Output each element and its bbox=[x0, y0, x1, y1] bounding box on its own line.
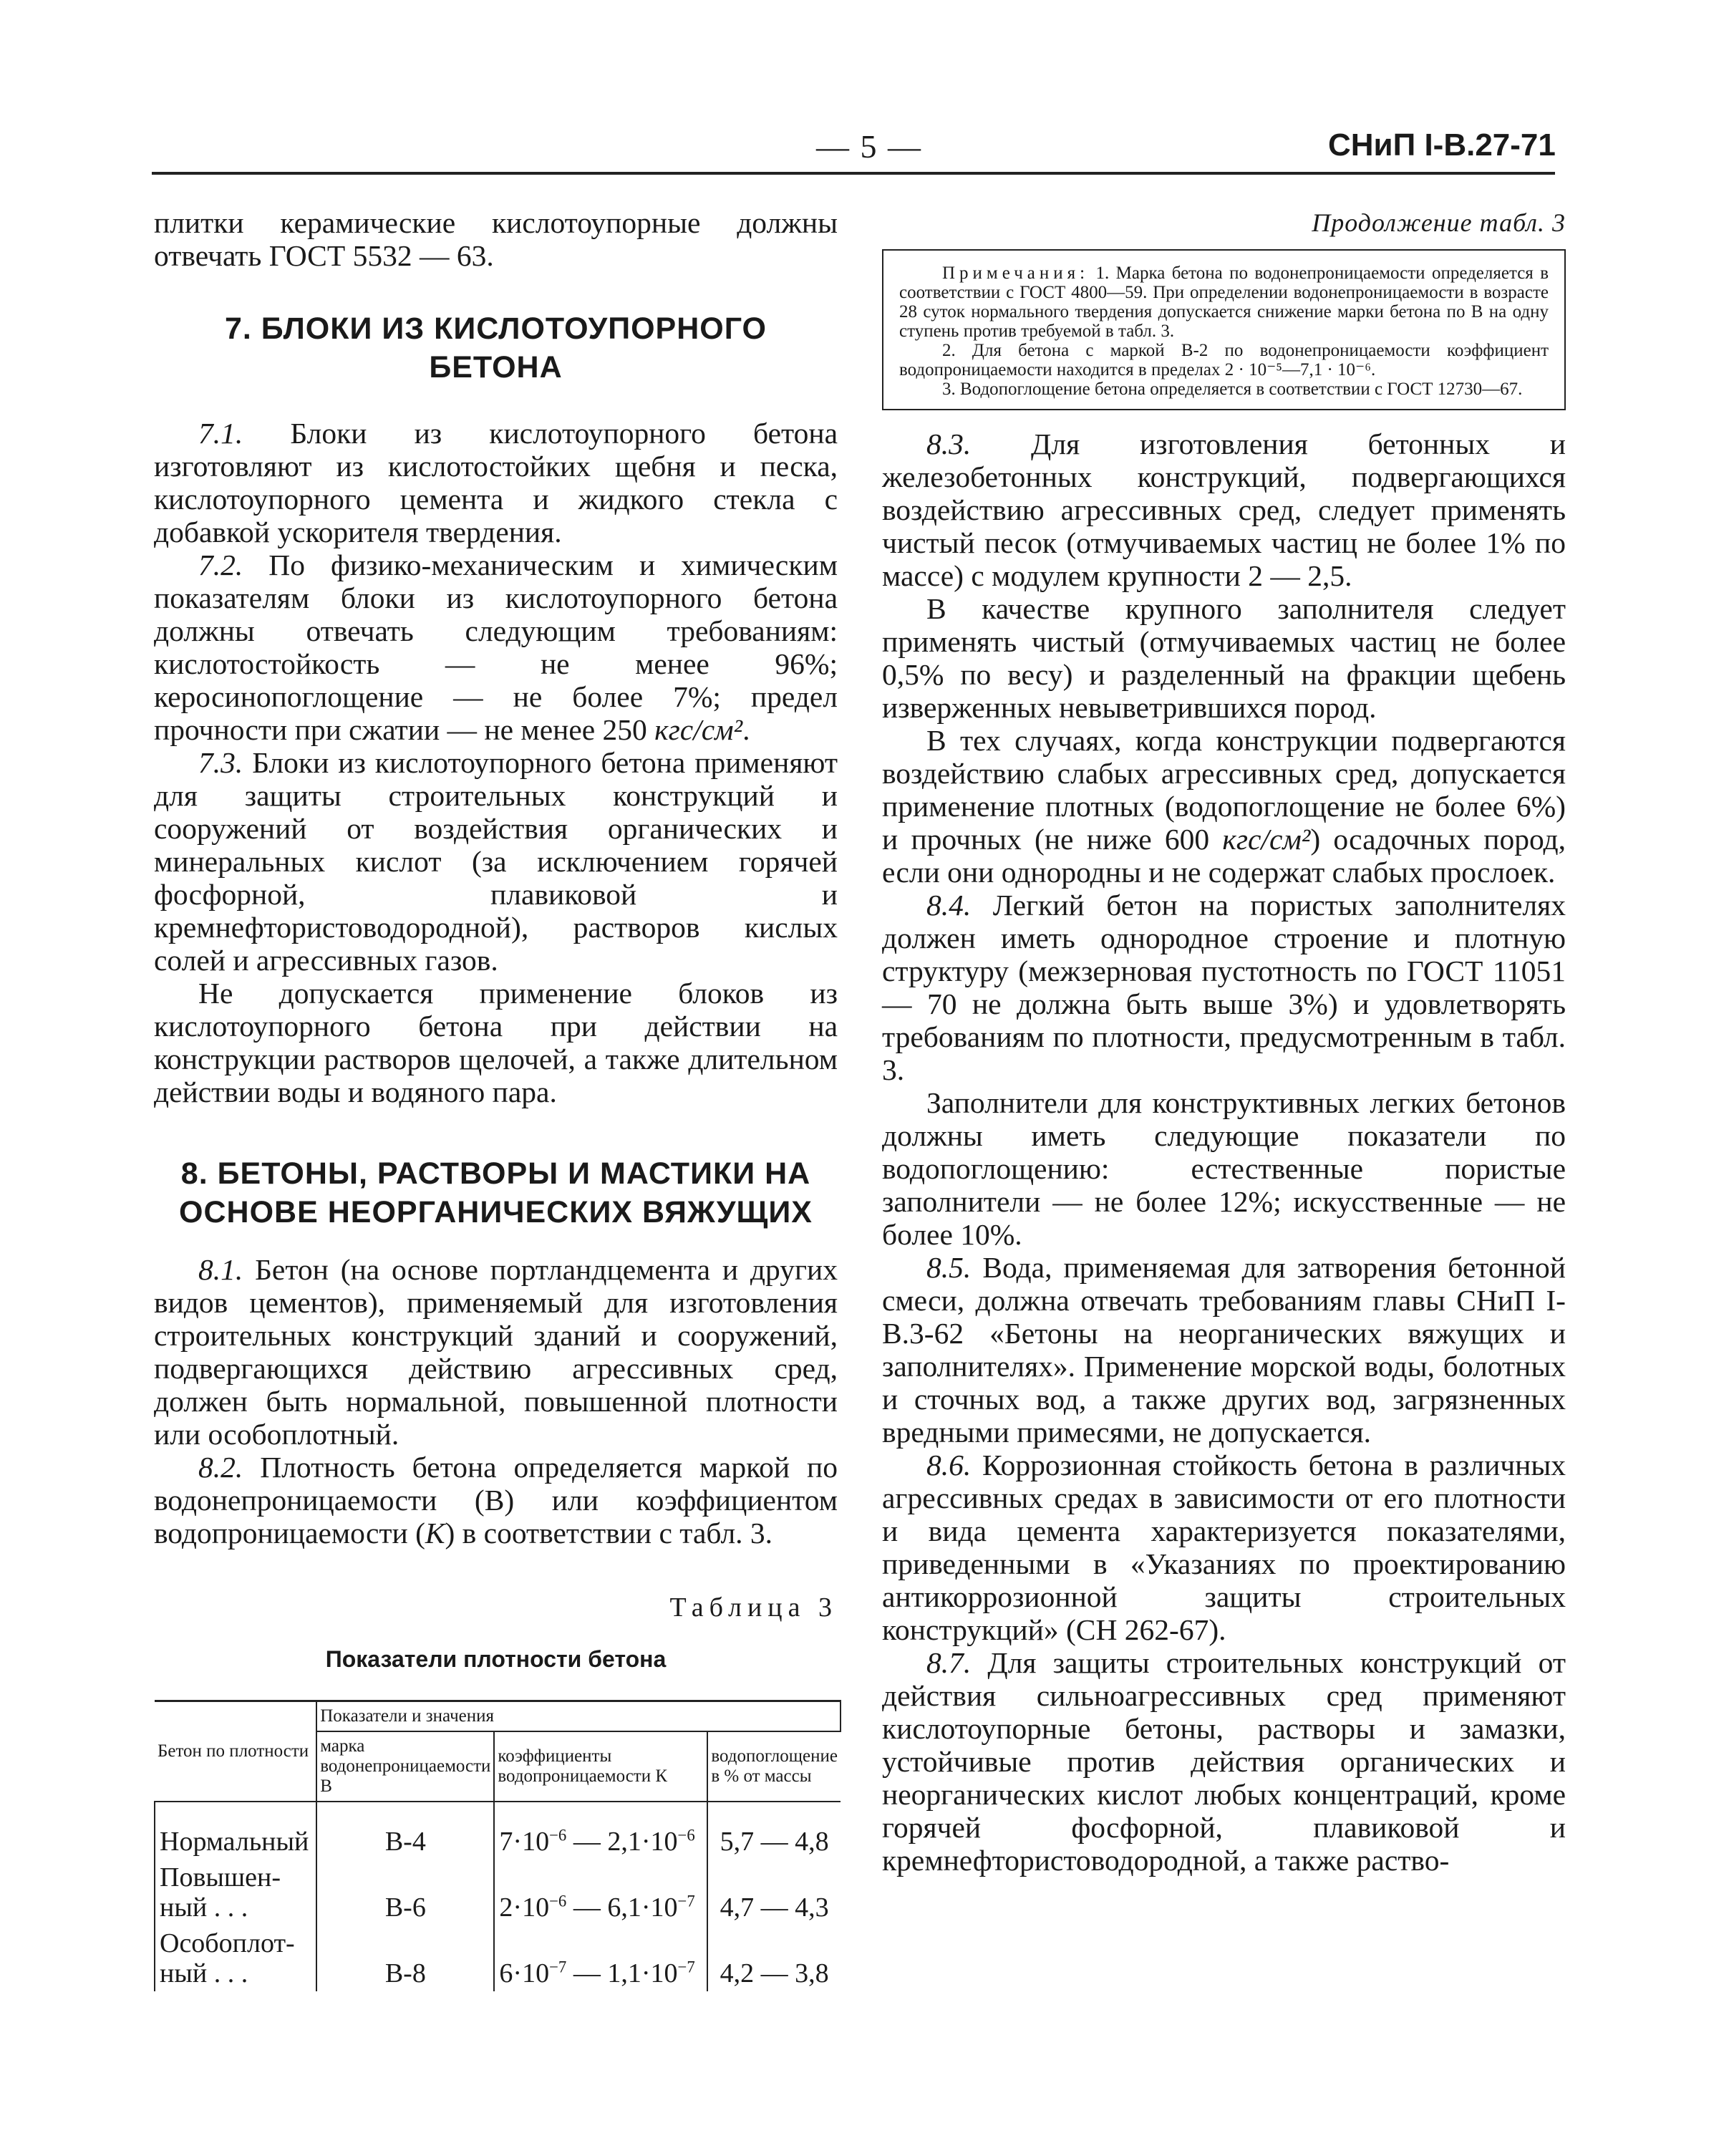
coef-b: — 2,1·10 bbox=[566, 1827, 678, 1857]
table-number: Таблица 3 bbox=[669, 1592, 838, 1623]
exp-b: −7 bbox=[677, 1892, 695, 1910]
page-number: — 5 — bbox=[816, 128, 922, 165]
paragraph-7-1 bbox=[154, 417, 838, 548]
density-name: Повышен- bbox=[160, 1862, 281, 1892]
col-coef: коэффициенты водопроницаемости К bbox=[494, 1731, 707, 1802]
cell-absorb: 4,7 — 4,3 bbox=[707, 1860, 841, 1925]
col-mark: марка водонепроницаемости В bbox=[316, 1731, 494, 1802]
right-column bbox=[882, 206, 1566, 1877]
density-name: Особоплот- bbox=[160, 1928, 295, 1958]
clause-end: ) осадочных пород, если они однородны и не содержат слабых прослоек. bbox=[882, 823, 1566, 889]
notes-label: Примечания: bbox=[942, 264, 1090, 283]
unit: кгс/см² bbox=[1222, 823, 1311, 856]
paragraph-8-3-b: В качестве крупного заполнителя следует применять чистый (отмучиваемых частиц не более 0,5% по весу) и разделенный на фракции щебень изверженных невыветрившихся пород. bbox=[882, 592, 1566, 724]
clause-number: 8.4. bbox=[926, 889, 972, 922]
note-3: 3. Водопоглощение бетона определяется в соответствии с ГОСТ 12730—67. bbox=[942, 380, 1523, 399]
table-notes bbox=[882, 249, 1566, 410]
clause-end: . bbox=[742, 713, 750, 746]
clause-text: Плотность бетона определяется маркой по водонепроницаемости (В) или коэффициентом водопроницаемости ( bbox=[154, 1451, 838, 1550]
clause-text: Для изготовления бетонных и железобетонных конструкций, подвергающихся воздействию агрессивных сред, следует применять чистый песок (отмучиваемых частиц не более 1% по массе) с модулем крупности 2 — 2,5. bbox=[882, 427, 1566, 592]
clause-text: Бетон (на основе портландцемента и других видов цементов), применяемый для изготовления строительных конструкций зданий и сооружений, подвергающихся действию агрессивных сред, должен быть нормальной, повышенной плотности или особоплотный. bbox=[154, 1253, 838, 1451]
clause-text: Коррозионная стойкость бетона в различных агрессивных средах в зависимости от его плотности и вида цемента характеризуется показателями, приведенными в «Указаниях по проектированию антикоррозионной защиты строительных конструкций» (СН 262-67). bbox=[882, 1449, 1566, 1646]
table-continuation-label: Продолжение табл. 3 bbox=[1312, 208, 1566, 237]
density-name-cont: ный . . . bbox=[160, 1892, 248, 1923]
cell-density bbox=[155, 1925, 316, 1991]
paragraph-8-4-b: Заполнители для конструктивных легких бетонов должны иметь следующие показатели по водопоглощению: естественные пористые заполнители — не более 12%; искусственные — не более 10%. bbox=[882, 1086, 1566, 1251]
cell-coef bbox=[494, 1802, 707, 1860]
cell-absorb: 4,2 — 3,8 bbox=[707, 1925, 841, 1991]
note-1 bbox=[899, 264, 1549, 341]
paragraph-8-6 bbox=[882, 1449, 1566, 1646]
clause-number: 7.3. bbox=[198, 746, 243, 779]
paragraph-8-4 bbox=[882, 889, 1566, 1086]
coef-b: — 1,1·10 bbox=[566, 1958, 678, 1988]
clause-text: Вода, применяемая для затворения бетонной смеси, должна отвечать требованиям главы СНиП I-В.3-62 «Бетоны на неорганических вяжущих и заполнителях». Применение морской воды, болотных и сточных вод, а также других вод, загрязненных вредными примесями, не допускается. bbox=[882, 1251, 1566, 1449]
coef-a: 6·10 bbox=[499, 1958, 550, 1988]
cell-absorb: 5,7 — 4,8 bbox=[707, 1802, 841, 1860]
symbol-k: К bbox=[425, 1517, 445, 1550]
header-rule bbox=[152, 172, 1555, 175]
cell-coef bbox=[494, 1860, 707, 1925]
clause-number: 8.7. bbox=[926, 1646, 972, 1679]
cell-coef bbox=[494, 1925, 707, 1991]
clause-number: 7.2. bbox=[198, 548, 243, 581]
clause-number: 8.1. bbox=[198, 1253, 243, 1286]
col-density: Бетон по плотности bbox=[155, 1701, 316, 1802]
density-name: Нормальный bbox=[160, 1827, 309, 1857]
cell-density bbox=[155, 1802, 316, 1860]
table-title: Показатели плотности бетона bbox=[325, 1646, 667, 1672]
clause-number: 7.1. bbox=[198, 417, 243, 450]
clause-text: По физико-механическим и химическим показателям блоки из кислотоупорного бетона должны отвечать следующим требованиям: кислотостойкость — не менее 96%; керосинопоглощение — не более 7%; предел прочности при сжатии — не менее 250 bbox=[154, 548, 838, 746]
section-7-title-line1: 7. БЛОКИ ИЗ КИСЛОТОУПОРНОГО bbox=[224, 311, 767, 346]
section-8-title-line2: ОСНОВЕ НЕОРГАНИЧЕСКИХ ВЯЖУЩИХ bbox=[179, 1195, 813, 1229]
paragraph-7-2 bbox=[154, 548, 838, 746]
clause-number: 8.2. bbox=[198, 1451, 243, 1484]
paragraph-8-5 bbox=[882, 1251, 1566, 1449]
cell-density bbox=[155, 1860, 316, 1925]
exp-b: −6 bbox=[677, 1826, 695, 1845]
coef-a: 7·10 bbox=[499, 1827, 550, 1857]
clause-end: ) в соответствии с табл. 3. bbox=[445, 1517, 773, 1550]
section-7-title-line2: БЕТОНА bbox=[429, 350, 563, 385]
table-row bbox=[155, 1860, 841, 1925]
paragraph-8-3 bbox=[882, 427, 1566, 592]
table-row bbox=[155, 1925, 841, 1991]
clause-number: 8.6. bbox=[926, 1449, 972, 1481]
clause-text: Блоки из кислотоупорного бетона применяют для защиты строительных конструкций и сооружений от воздействия органических и минеральных кислот (за исключением горячей фосфорной, плавиковой и кремнефтористоводородной), растворов кислых солей и агрессивных газов. bbox=[154, 746, 838, 977]
col-group: Показатели и значения bbox=[316, 1701, 841, 1732]
section-8-title-line1: 8. БЕТОНЫ, РАСТВОРЫ И МАСТИКИ НА bbox=[180, 1156, 811, 1191]
paragraph-8-7 bbox=[882, 1646, 1566, 1877]
clause-text: В тех случаях, когда конструкции подвергаются воздействию слабых агрессивных сред, допускается применение плотных (водопоглощение не более 6%) и прочных (не ниже 600 bbox=[882, 724, 1566, 856]
document-code: СНиП I-В.27-71 bbox=[1328, 127, 1556, 163]
paragraph-8-1 bbox=[154, 1253, 838, 1451]
cell-mark: В-4 bbox=[316, 1802, 494, 1860]
clause-number: 8.5. bbox=[926, 1251, 972, 1284]
paragraph-8-2 bbox=[154, 1451, 838, 1550]
section-7-title bbox=[154, 309, 838, 387]
exp-a: −6 bbox=[549, 1892, 567, 1910]
clause-number: 8.3. bbox=[926, 427, 972, 460]
note-2: 2. Для бетона с маркой В-2 по водонепроницаемости коэффициент водопроницаемости находится в пределах 2 · 10⁻⁵—7,1 · 10⁻⁶. bbox=[899, 341, 1549, 380]
paragraph-8-3-c bbox=[882, 724, 1566, 889]
clause-text: Блоки из кислотоупорного бетона изготовляют из кислотостойких щебня и песка, кислотоупорного цемента и жидкого стекла с добавкой ускорителя твердения. bbox=[154, 417, 838, 548]
paragraph-7-3-b: Не допускается применение блоков из кислотоупорного бетона при действии на конструкции растворов щелочей, а также длительном действии воды и водяного пара. bbox=[154, 977, 838, 1108]
cell-mark: В-8 bbox=[316, 1925, 494, 1991]
unit: кгс/см² bbox=[654, 713, 743, 746]
paragraph-7-3 bbox=[154, 746, 838, 977]
clause-text: Легкий бетон на пористых заполнителях должен иметь однородное строение и плотную структуру (межзерновая пустотность по ГОСТ 11051 — 70 не должна быть выше 3%) и удовлетворять требованиям по плотности, предусмотренным в табл. 3. bbox=[882, 889, 1566, 1086]
clause-text: Для защиты строительных конструкций от действия сильноагрессивных сред применяют кислотоупорные бетоны, растворы и замазки, устойчивые против действия органических и неорганических кислот любых концентраций, кроме горячей фосфорной, плавиковой и кремнефтористоводородной, а также раство- bbox=[882, 1646, 1566, 1877]
intro-paragraph: плитки керамические кислотоупорные должны отвечать ГОСТ 5532 — 63. bbox=[154, 206, 838, 272]
coef-b: — 6,1·10 bbox=[566, 1892, 678, 1923]
density-name-cont: ный . . . bbox=[160, 1958, 248, 1988]
cell-mark: В-6 bbox=[316, 1860, 494, 1925]
exp-b: −7 bbox=[677, 1958, 695, 1976]
section-8-title bbox=[154, 1154, 838, 1232]
table-row bbox=[155, 1802, 841, 1860]
exp-a: −7 bbox=[549, 1958, 567, 1976]
exp-a: −6 bbox=[549, 1826, 567, 1845]
density-table bbox=[154, 1700, 841, 1991]
note-1-text: 1. Марка бетона по водонепроницаемости определяется в соответствии с ГОСТ 4800—59. При определении водонепроницаемости в возрасте 28 суток нормального твердения допускается снижение марки бетона по В на одну ступень против требуемой в табл. 3. bbox=[899, 264, 1549, 341]
coef-a: 2·10 bbox=[499, 1892, 550, 1923]
left-column bbox=[154, 206, 838, 1991]
col-absorb: водопоглощение в % от массы bbox=[707, 1731, 841, 1802]
